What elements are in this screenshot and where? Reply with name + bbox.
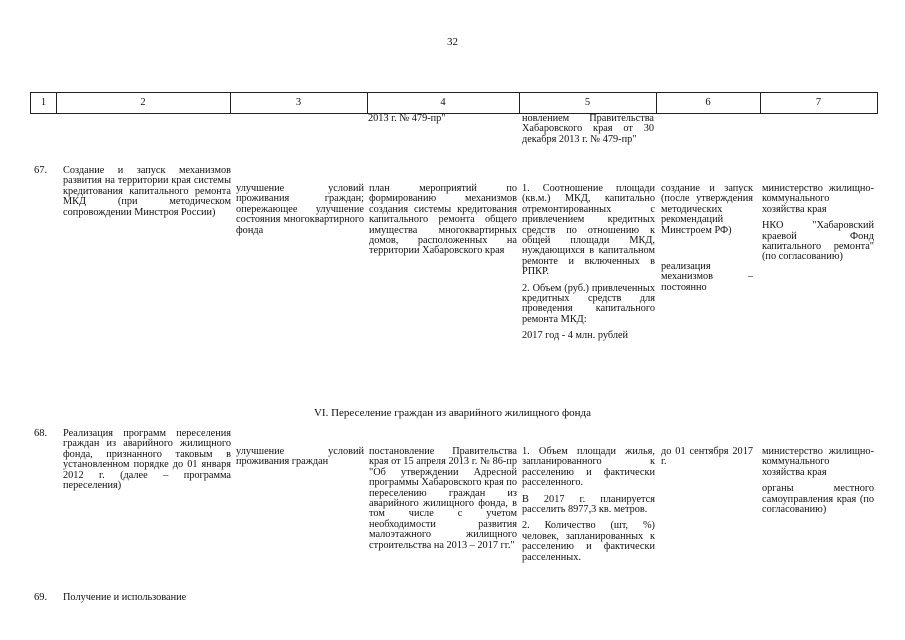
table-header-row — [30, 92, 878, 114]
row67-deadline — [661, 184, 753, 299]
responsible-text: НКО "Хабаровский краевой Фонд капитального ремонта"(по согласованию) — [762, 220, 874, 263]
row67-responsible — [762, 184, 874, 269]
responsible-text: министерство жилищно-коммунального хозяйства края — [762, 446, 874, 478]
row67-indicators — [522, 184, 655, 348]
carry-cell-4: 2013 г. № 479-пр" — [368, 113, 446, 124]
indicator-text: 2017 год - 4 млн. рублей — [522, 330, 629, 342]
indicator-text: 1. Объем площади жилья, запланированного к расселению и фактически расселенного. — [522, 446, 655, 489]
column-header-1: 1 — [40, 97, 47, 108]
row67-measure: Создание и запуск механизмов развития на территории края системы кредитования капитального ремонта МКД (при методическом сопровождении Минстроя России) — [63, 165, 231, 218]
indicator-text: 2. Объем (руб.) привлеченных кредитных средств для проведения капитального ремонта МКД: — [522, 282, 655, 325]
column-header-3: 3 — [295, 97, 302, 108]
column-header-7: 7 — [815, 97, 822, 108]
column-header-2: 2 — [140, 97, 146, 108]
row67-goal: улучшение условий проживания граждан; опережающее улучшение состояния многоквартирного фонда — [236, 183, 364, 236]
row68-goal: улучшение условий проживания граждан — [236, 446, 364, 468]
indicator-text: 2. Количество (шт, %) человек, запланированных к расселению и фактически расселенных. — [522, 520, 655, 563]
column-header-5: 5 — [584, 97, 591, 108]
indicator-text: В 2017 г. планируется расселить 8977,3 кв. метров. — [522, 493, 655, 516]
row-number: 68. — [34, 428, 48, 439]
row68-measure: Реализация программ переселения граждан из аварийного жилищного фонда, признанного таковым в установленном порядке до 01 января 2012 г. (далее – программа переселения) — [63, 428, 231, 492]
row69-measure: Получение и использование — [63, 592, 187, 603]
section-title: VI. Переселение граждан из аварийного жилищного фонда — [313, 407, 592, 419]
carry-cell-5: новлением Правительства Хабаровского края от 30 декабря 2013 г. № 479-пр" — [522, 113, 654, 145]
page-number: 32 — [447, 36, 458, 48]
row67-document: план мероприятий по формированию механизмов создания системы кредитования капитального ремонта общего имущества многоквартирных домов, расположенных на территории Хабаровского края — [369, 183, 517, 257]
deadline-text: создание и запуск (после утверждения методических рекомендаций Минстроем РФ) — [661, 183, 753, 236]
indicator-text: 1. Соотношение площади (кв.м.) МКД, капитально отремонтированных с привлечением кредитных средств по отношению к общей площади МКД, нуждающихся в капитальном ремонте и включенных в РПКР. — [522, 183, 655, 278]
column-header-4: 4 — [440, 97, 446, 108]
row-number: 67. — [34, 165, 48, 176]
row68-responsible — [762, 447, 874, 521]
row68-document: постановление Правительства края от 15 апреля 2013 г. № 86-пр "Об утверждении Адресной программы Хабаровского края по переселению граждан из аварийного жилищного фонда, в том числе с учетом необходимости развития малоэтажного жилищного строительства на 2013 – 2017 гг." — [369, 446, 517, 551]
deadline-text: реализация механизмов – постоянно — [661, 261, 753, 293]
row68-indicators — [522, 447, 655, 569]
row68-deadline: до 01 сентября 2017 г. — [661, 446, 753, 468]
responsible-text: органы местного самоуправления края (по согласованию) — [762, 483, 874, 516]
responsible-text: министерство жилищно-коммунального хозяйства края — [762, 183, 874, 215]
column-header-6: 6 — [705, 97, 711, 108]
row-number: 69. — [34, 592, 48, 603]
